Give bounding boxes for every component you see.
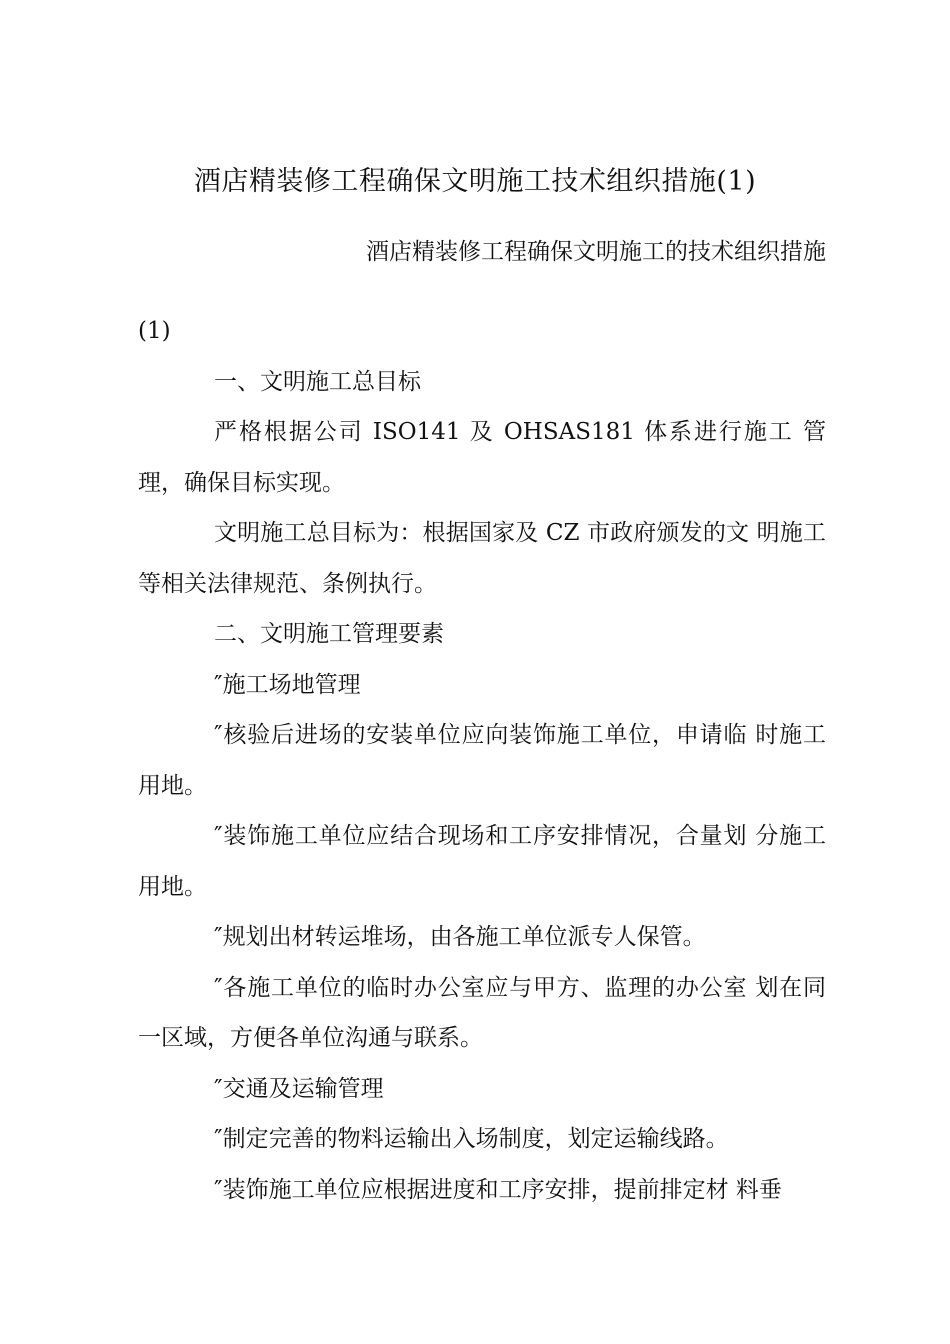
paragraph: ″制定完善的物料运输出入场制度，划定运输线路。: [214, 1126, 729, 1152]
paragraph: ″各施工单位的临时办公室应与甲方、监理的办公室 划在同一区域，方便各单位沟通与联系。: [138, 974, 826, 1051]
paragraph: 文明施工总目标为：根据国家及 CZ 市政府颁发的文 明施工等相关法律规范、条例执行。: [138, 520, 826, 597]
subtitle-continuation: (1): [138, 318, 171, 344]
document-title: 酒店精装修工程确保文明施工技术组织措施(1): [193, 166, 757, 197]
document-body: [138, 306, 826, 1215]
document-subtitle: 酒店精装修工程确保文明施工的技术组织措施: [366, 239, 826, 265]
paragraph: ″装饰施工单位应根据进度和工序安排，提前排定材 料垂: [214, 1176, 782, 1203]
paragraph: ″核验后进场的安装单位应向装饰施工单位，申请临 时施工用地。: [138, 722, 826, 799]
section-heading-2: 二、文明施工管理要素: [214, 621, 444, 647]
paragraph: 严格根据公司 ISO141 及 OHSAS181 体系进行施工 管理，确保目标实现。: [138, 419, 826, 496]
paragraph: ″装饰施工单位应结合现场和工序安排情况，合量划 分施工用地。: [138, 823, 826, 900]
subheading: ″交通及运输管理: [214, 1075, 384, 1102]
paragraph: ″规划出材转运堆场，由各施工单位派专人保管。: [214, 924, 706, 950]
section-heading-1: 一、文明施工总目标: [214, 368, 421, 395]
subheading: ″施工场地管理: [214, 671, 361, 698]
